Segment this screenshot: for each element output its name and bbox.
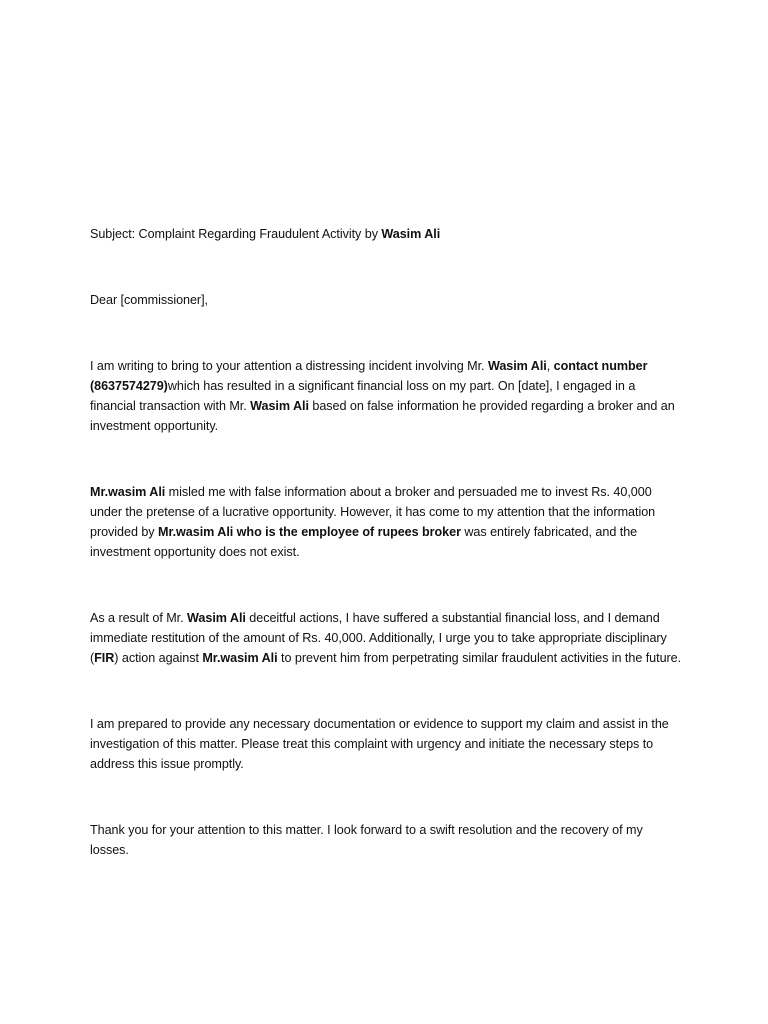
paragraph-2 bbox=[90, 482, 682, 562]
p3-text-4: to prevent him from perpetrating similar fraudulent activities in the future. bbox=[277, 651, 682, 665]
subject-line bbox=[90, 224, 682, 244]
p3-text-3: ) action against bbox=[114, 651, 203, 665]
p1-text-3: which has resulted in a significant financial loss on my part. On [date], I engaged in a financial transaction with Mr. bbox=[90, 379, 636, 413]
salutation: Dear [commissioner], bbox=[90, 293, 208, 307]
p1-text-1: I am writing to bring to your attention a distressing incident involving Mr. bbox=[90, 359, 488, 373]
p2-bold-1: Mr.wasim Ali bbox=[90, 485, 166, 499]
p2-bold-2: Mr.wasim Ali who is the employee of rupees broker bbox=[158, 525, 461, 539]
p3-bold-3: Mr.wasim Ali bbox=[202, 651, 278, 665]
p3-text-2: deceitful actions, I have suffered a substantial financial loss, and I demand immediate restitution of the amount of Rs. 40,000. Additionally, I urge you to take appropriate disciplinary ( bbox=[90, 611, 667, 665]
paragraph-1 bbox=[90, 356, 682, 436]
subject-prefix: Subject: Complaint Regarding Fraudulent Activity by bbox=[90, 227, 382, 241]
paragraph-4: I am prepared to provide any necessary documentation or evidence to support my claim and assist in the investigation of this matter. Please treat this complaint with urgency and initiate the necessary steps to address this issue promptly. bbox=[90, 717, 669, 771]
p1-text-4: based on false information he provided regarding a broker and an investment opportunity. bbox=[90, 399, 675, 433]
paragraph-3 bbox=[90, 608, 682, 668]
p3-bold-2: FIR bbox=[94, 651, 115, 665]
p2-text-2: was entirely fabricated, and the investment opportunity does not exist. bbox=[90, 525, 638, 559]
subject-name: Wasim Ali bbox=[381, 227, 441, 241]
p2-text-1: misled me with false information about a broker and persuaded me to invest Rs. 40,000 under the pretense of a lucrative opportunity. However, it has come to my attention that the information provided by bbox=[90, 485, 656, 539]
paragraph-5: Thank you for your attention to this matter. I look forward to a swift resolution and the recovery of my losses. bbox=[90, 823, 643, 857]
p1-text-2: , bbox=[546, 359, 554, 373]
p3-text-1: As a result of Mr. bbox=[90, 611, 188, 625]
p1-bold-3: Wasim Ali bbox=[250, 399, 309, 413]
complaint-letter bbox=[90, 224, 682, 860]
p1-bold-1: Wasim Ali bbox=[487, 359, 547, 373]
p1-bold-2: contact number (8637574279) bbox=[90, 359, 648, 393]
p3-bold-1: Wasim Ali bbox=[187, 611, 246, 625]
